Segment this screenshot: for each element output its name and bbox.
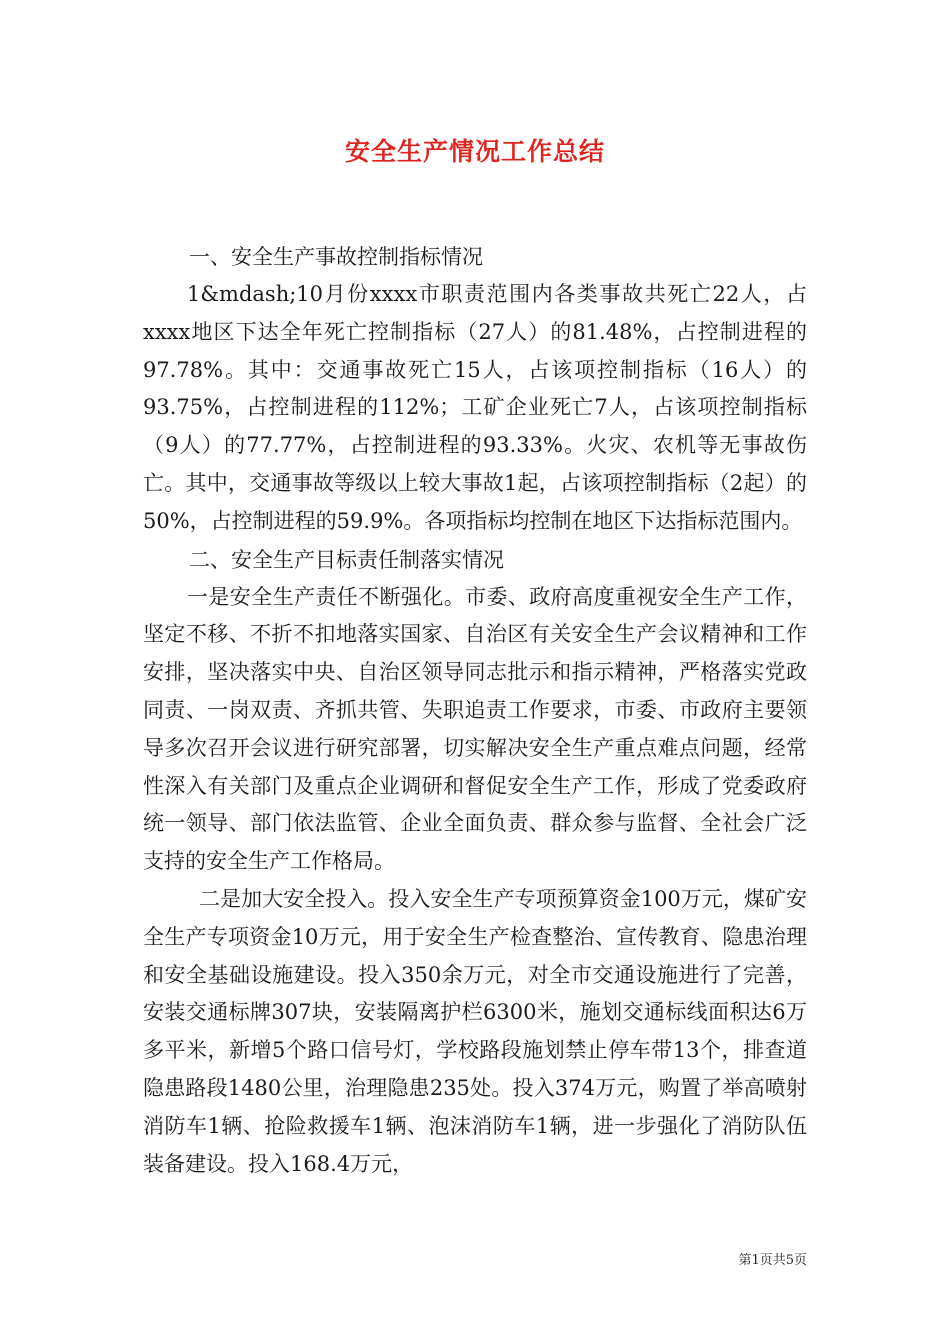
section-heading-1: 一、安全生产事故控制指标情况 bbox=[189, 245, 483, 269]
document-body bbox=[143, 238, 807, 1183]
section-1-paragraph-1: 1&mdash;10月份xxxx市职责范围内各类事故共死亡22人，占xxxx地区下达全年死亡控制指标（27人）的81.48%，占控制进程的97.78%。其中：交通事故死亡15人，占该项控制指标（16人）的93.75%，占控制进程的112%；工矿企业死亡7人，占该项控制指标（9人）的77.77%，占控制进程的93.33%。火灾、农机等无事故伤亡。其中，交通事故等级以上较大事故1起，占该项控制指标（2起）的50%，占控制进程的59.9%。各项指标均控制在地区下达指标范围内。 bbox=[143, 282, 807, 533]
page-number-footer: 第1页共5页 bbox=[738, 1253, 807, 1268]
section-2-paragraph-1: 一是安全生产责任不断强化。市委、政府高度重视安全生产工作，坚定不移、不折不扣地落实国家、自治区有关安全生产会议精神和工作安排，坚决落实中央、自治区领导同志批示和指示精神，严格落实党政同责、一岗双责、齐抓共管、失职追责工作要求，市委、市政府主要领导多次召开会议进行研究部署，切实解决安全生产重点难点问题，经常性深入有关部门及重点企业调研和督促安全生产工作，形成了党委政府统一领导、部门依法监管、企业全面负责、群众参与监督、全社会广泛支持的安全生产工作格局。 bbox=[143, 584, 807, 874]
section-heading-2: 二、安全生产目标责任制落实情况 bbox=[189, 547, 504, 572]
section-2-paragraph-2: 二是加大安全投入。投入安全生产专项预算资金100万元，煤矿安全生产专项资金10万元，用于安全生产检查整治、宣传教育、隐患治理和安全基础设施建设。投入350余万元，对全市交通设施进行了完善，安装交通标牌307块，安装隔离护栏6300米，施划交通标线面积达6万多平米，新增5个路口信号灯，学校路段施划禁止停车带13个，排查道隐患路段1480公里，治理隐患235处。投入374万元，购置了举高喷射消防车1辆、抢险救援车1辆、泡沫消防车1辆，进一步强化了消防队伍装备建设。投入168.4万元， bbox=[143, 886, 807, 1176]
document-title: 安全生产情况工作总结 bbox=[344, 137, 605, 166]
